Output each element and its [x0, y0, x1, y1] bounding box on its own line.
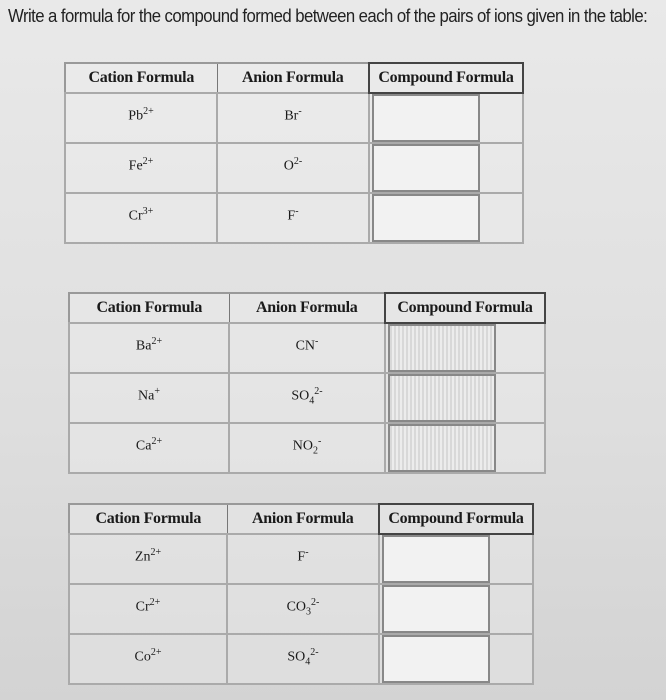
header-compound: Compound Formula: [379, 504, 533, 534]
header-cation: Cation Formula: [69, 293, 229, 323]
compound-answer-box[interactable]: [388, 324, 496, 372]
instruction-text: Write a formula for the compound formed between each of the pairs of ions given in the table:: [8, 6, 648, 26]
anion-cell: F-: [217, 193, 369, 243]
cation-cell: $Cr^{2+}$: [69, 584, 227, 634]
table-row: [69, 584, 533, 634]
header-anion: Anion Formula: [227, 504, 379, 534]
cation-cell: Na+: [69, 373, 229, 423]
header-compound: Compound Formula: [385, 293, 545, 323]
anion-cell: $CO_3^{2-}$: [227, 584, 379, 634]
anion-cell: $O^{2-}$: [217, 143, 369, 193]
cation-cell: $Fe^{2+}$: [65, 143, 217, 193]
compound-answer-box[interactable]: [388, 374, 496, 422]
cation-cell: $Ba^{2+}$: [69, 323, 229, 373]
header-compound: Compound Formula: [369, 63, 523, 93]
table-row: [69, 373, 545, 423]
compound-answer-box[interactable]: [388, 424, 496, 472]
table-row: [69, 634, 533, 684]
table-row: [69, 323, 545, 373]
ion-table-1: [64, 62, 524, 244]
cation-cell: $Ca^{2+}$: [69, 423, 229, 473]
anion-cell: CN-: [229, 323, 385, 373]
compound-answer-box[interactable]: [372, 94, 480, 142]
compound-answer-box[interactable]: [372, 194, 480, 242]
cation-cell: $Pb^{2+}$: [65, 93, 217, 143]
ion-table-3: [68, 503, 534, 685]
compound-answer-cell[interactable]: [379, 634, 533, 684]
anion-cell: F-: [227, 534, 379, 584]
anion-cell: $NO_2^-$: [229, 423, 385, 473]
compound-answer-cell[interactable]: [379, 584, 533, 634]
compound-answer-cell[interactable]: [369, 93, 523, 143]
table-row: [69, 534, 533, 584]
compound-answer-box[interactable]: [382, 585, 490, 633]
compound-answer-box[interactable]: [382, 535, 490, 583]
compound-answer-cell[interactable]: [385, 423, 545, 473]
compound-answer-cell[interactable]: [379, 534, 533, 584]
header-cation: Cation Formula: [65, 63, 217, 93]
compound-answer-cell[interactable]: [369, 193, 523, 243]
cation-cell: $Zn^{2+}$: [69, 534, 227, 584]
anion-cell: $SO_4^{2-}$: [229, 373, 385, 423]
table-row: [65, 143, 523, 193]
anion-cell: Br-: [217, 93, 369, 143]
compound-answer-box[interactable]: [382, 635, 490, 683]
header-cation: Cation Formula: [69, 504, 227, 534]
table-row: [65, 193, 523, 243]
cation-cell: $Co^{2+}$: [69, 634, 227, 684]
anion-cell: $SO_4^{2-}$: [227, 634, 379, 684]
compound-answer-cell[interactable]: [385, 373, 545, 423]
table-row: [69, 423, 545, 473]
table-row: [65, 93, 523, 143]
compound-answer-box[interactable]: [372, 144, 480, 192]
compound-answer-cell[interactable]: [369, 143, 523, 193]
ion-table-2: [68, 292, 546, 474]
compound-answer-cell[interactable]: [385, 323, 545, 373]
header-anion: Anion Formula: [229, 293, 385, 323]
cation-cell: $Cr^{3+}$: [65, 193, 217, 243]
header-anion: Anion Formula: [217, 63, 369, 93]
